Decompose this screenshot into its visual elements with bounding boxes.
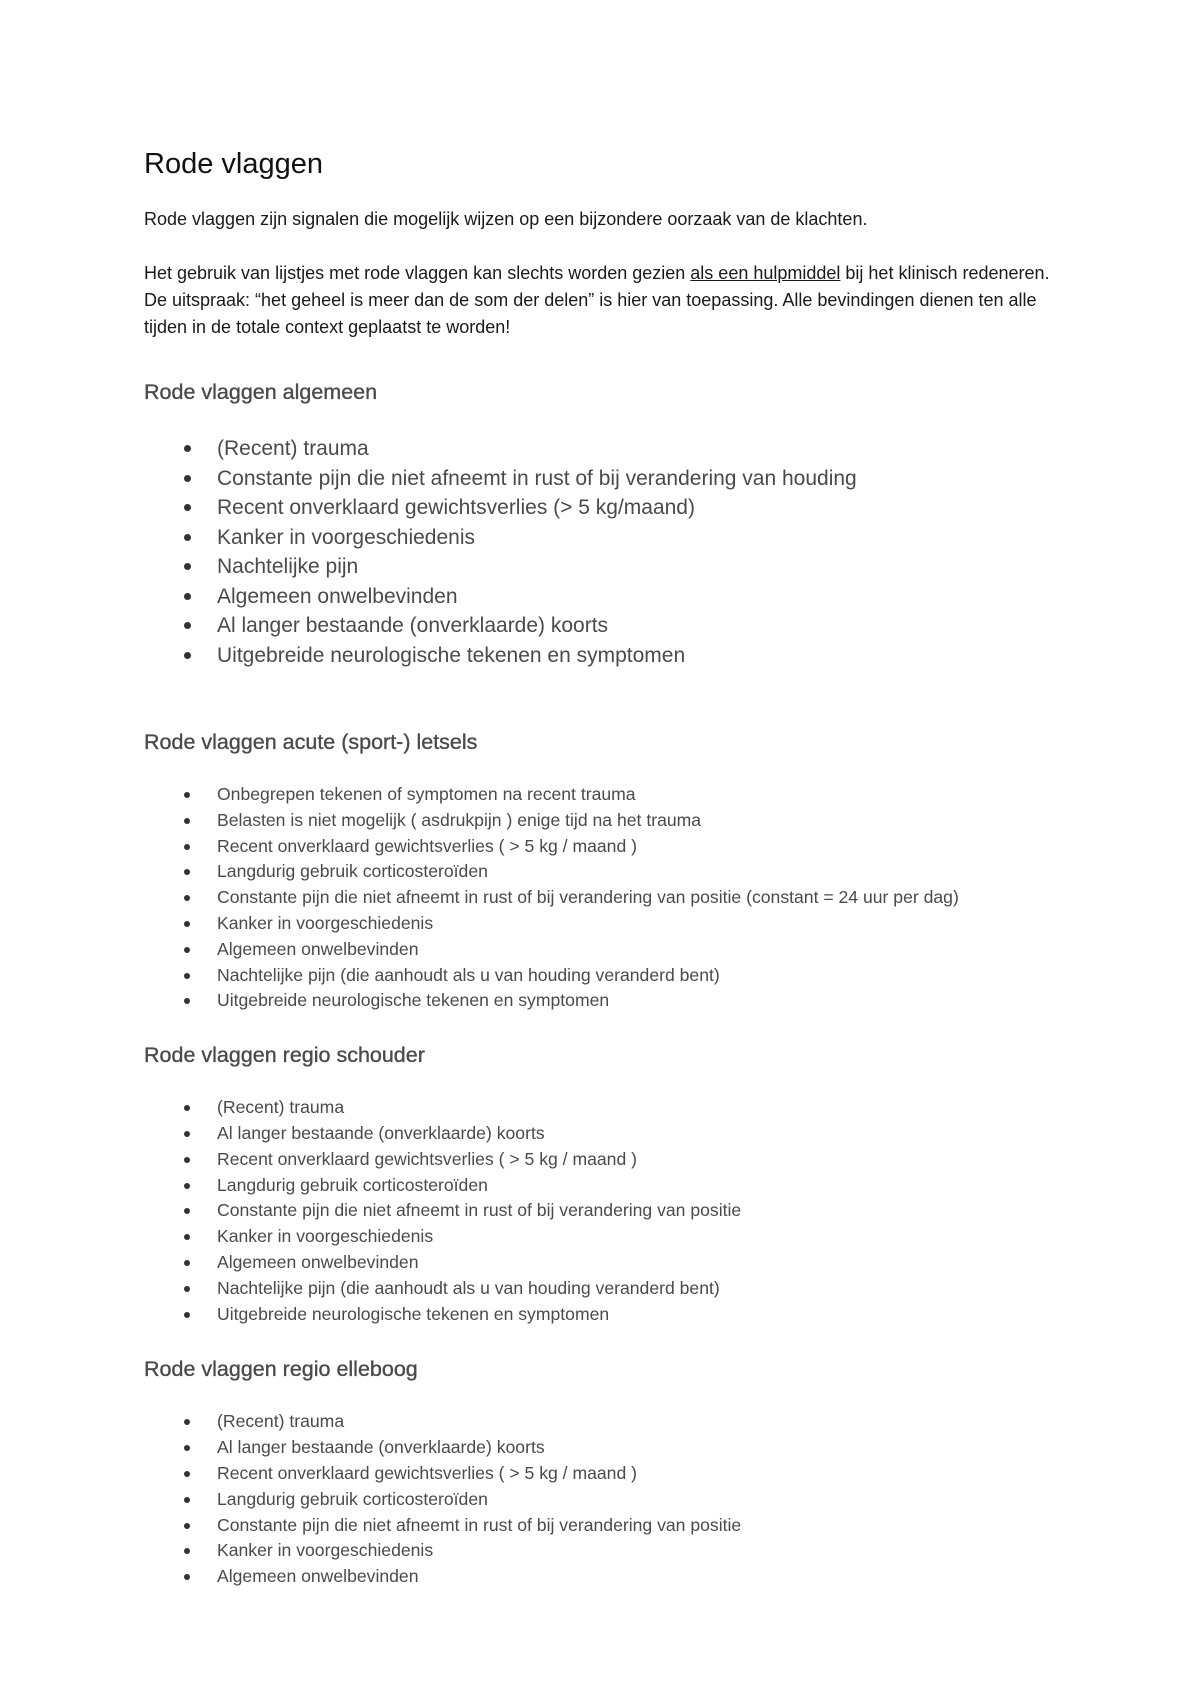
bullet-list [144,1409,1060,1590]
section-heading: Rode vlaggen regio elleboog [144,1357,418,1382]
intro-paragraph: Rode vlaggen zijn signalen die mogelijk wijzen op een bijzondere oorzaak van de klachten. [144,209,868,229]
list-item: Kanker in voorgeschiedenis [144,1538,1060,1564]
list-item: Uitgebreide neurologische tekenen en symptomen [144,988,1060,1014]
list-item: Al langer bestaande (onverklaarde) koorts [144,1435,1060,1461]
bullet-list [144,1095,1060,1327]
list-item: Al langer bestaande (onverklaarde) koorts [144,611,1060,641]
list-item: Constante pijn die niet afneemt in rust of bij verandering van positie (constant = 24 uur per dag) [144,885,1060,911]
list-item: Kanker in voorgeschiedenis [144,911,1060,937]
section-acute-letsels [144,727,1060,1014]
list-item: Algemeen onwelbevinden [144,1564,1060,1590]
bullet-list [144,782,1060,1014]
usage-text-underlined: als een hulpmiddel [690,263,841,283]
list-item: Recent onverklaard gewichtsverlies ( > 5 kg / maand ) [144,1147,1060,1173]
list-item: Onbegrepen tekenen of symptomen na recent trauma [144,782,1060,808]
list-item: (Recent) trauma [144,1409,1060,1435]
list-item: Nachtelijke pijn (die aanhoudt als u van houding veranderd bent) [144,963,1060,989]
section-heading: Rode vlaggen algemeen [144,380,378,404]
list-item: Nachtelijke pijn [144,552,1060,582]
list-item: Belasten is niet mogelijk ( asdrukpijn ) enige tijd na het trauma [144,808,1060,834]
list-item: Kanker in voorgeschiedenis [144,1224,1060,1250]
usage-paragraph [144,260,1060,341]
section-heading: Rode vlaggen acute (sport-) letsels [144,730,478,754]
list-item: Uitgebreide neurologische tekenen en symptomen [144,1302,1060,1328]
usage-text-after: bij het klinisch redeneren. De uitspraak: “het geheel is meer dan de som der delen” is hier van toepassing. Alle bevindingen dienen ten alle tijden in de totale context geplaatst te worden! [144,263,1050,337]
page-title: Rode vlaggen [144,148,323,180]
section-schouder [144,1040,1060,1327]
list-item: Langdurig gebruik corticosteroïden [144,1487,1060,1513]
list-item: (Recent) trauma [144,1095,1060,1121]
section-algemeen [144,377,1060,670]
list-item: Nachtelijke pijn (die aanhoudt als u van houding veranderd bent) [144,1276,1060,1302]
list-item: Algemeen onwelbevinden [144,1250,1060,1276]
list-item: Recent onverklaard gewichtsverlies ( > 5 kg / maand ) [144,834,1060,860]
bullet-list [144,434,1060,670]
list-item: Constante pijn die niet afneemt in rust of bij verandering van houding [144,464,1060,494]
list-item: (Recent) trauma [144,434,1060,464]
list-item: Constante pijn die niet afneemt in rust of bij verandering van positie [144,1513,1060,1539]
list-item: Langdurig gebruik corticosteroïden [144,1173,1060,1199]
list-item: Al langer bestaande (onverklaarde) koorts [144,1121,1060,1147]
list-item: Constante pijn die niet afneemt in rust of bij verandering van positie [144,1198,1060,1224]
list-item: Recent onverklaard gewichtsverlies ( > 5 kg / maand ) [144,1461,1060,1487]
section-heading: Rode vlaggen regio schouder [144,1043,425,1068]
list-item: Algemeen onwelbevinden [144,937,1060,963]
list-item: Kanker in voorgeschiedenis [144,523,1060,553]
list-item: Uitgebreide neurologische tekenen en symptomen [144,641,1060,671]
list-item: Recent onverklaard gewichtsverlies (> 5 kg/maand) [144,493,1060,523]
usage-text-before: Het gebruik van lijstjes met rode vlaggen kan slechts worden gezien [144,263,691,283]
list-item: Langdurig gebruik corticosteroïden [144,859,1060,885]
section-elleboog [144,1354,1060,1590]
list-item: Algemeen onwelbevinden [144,582,1060,612]
